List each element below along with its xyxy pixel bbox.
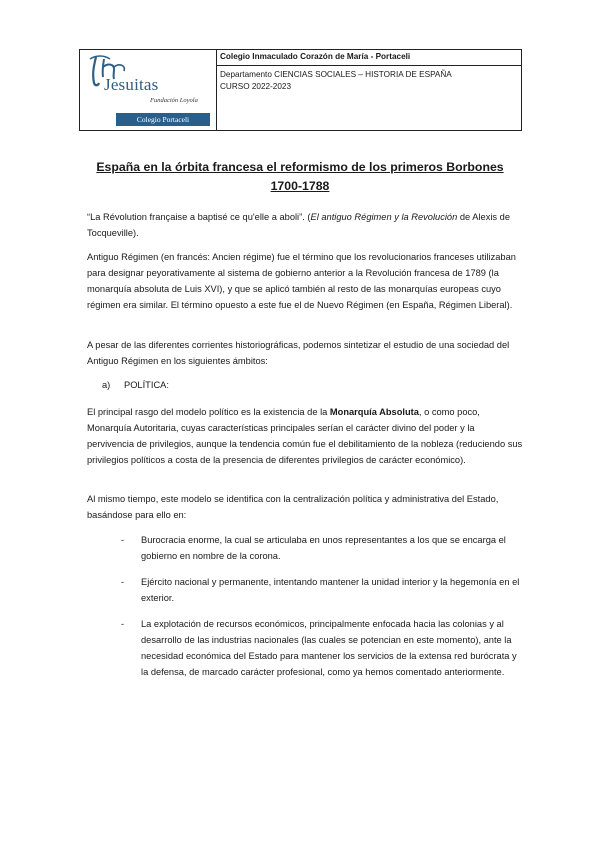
paragraph-monarquia [87, 404, 523, 468]
paragraph-centralizacion: Al mismo tiempo, este modelo se identifica con la centralización política y administrativa del Estado, basándose para ello en: [87, 494, 499, 520]
department-name: Departamento CIENCIAS SOCIALES – HISTORIA DE ESPAÑA [220, 70, 452, 79]
header-department-cell [216, 65, 521, 130]
quote-source-title: El antiguo Régimen y la Revolución [310, 212, 458, 222]
course-year: CURSO 2022-2023 [220, 82, 291, 91]
section-label: POLÍTICA: [124, 380, 169, 390]
section-heading-politica [102, 377, 169, 393]
list-dash: - [121, 577, 125, 587]
list-dash: - [121, 619, 125, 629]
list-dash: - [121, 535, 125, 545]
paragraph-ambitos: A pesar de las diferentes corrientes historiográficas, podemos sintetizar el estudio de una sociedad del Antiguo Régimen en los siguientes ámbitos: [87, 340, 510, 366]
quote-source-open: ( [304, 212, 311, 222]
epigraph-quote [87, 209, 523, 241]
p3-bold-term: Monarquía Absoluta [329, 407, 419, 417]
document-title-dates: 1700-1788 [270, 179, 330, 193]
p3-text-pre: El principal rasgo del modelo político es la existencia de la [87, 407, 330, 417]
logo-banner: Colegio Portaceli [116, 113, 210, 126]
list-item-text: Burocracia enorme, la cual se articulaba en unos representantes a los que se encarga el gobierno en nombre de la corona. [141, 535, 506, 561]
logo-fundacion: Fundación Loyola [150, 97, 198, 104]
header-table [79, 49, 522, 131]
p3-text-post: , o como poco, Monarquía Autoritaria, cuyas características principales serían el carácter divino del poder y la pervivencia de privilegios, aunque la tendencia común fue el debilitamiento de la nobleza (reduciendo sus privilegios políticos a costa de la presencia de diferentes privilegios de carácter económico). [87, 407, 523, 465]
logo-brand: Jesuitas [104, 75, 159, 94]
document-title: España en la órbita francesa el reformismo de los primeros Borbones [96, 160, 504, 174]
section-letter: a) [102, 380, 111, 390]
header-school-cell [216, 50, 521, 66]
paragraph-antiguo-regimen: Antiguo Régimen (en francés: Ancien régime) fue el término que los revolucionarios franceses utilizaban para designar peyorativamente al sistema de gobierno anterior a la Revolución francesa de 1789 (la monarquía absoluta de Luis XVI), y que se aplicó también al resto de las monarquías europeas cuyo régimen era similar. El término opuesto a este fue el de Nuevo Régimen (en España, Régimen Liberal). [87, 252, 516, 310]
quote-text: “La Révolution française a baptisé ce qu'elle a aboli”. [87, 212, 305, 222]
school-name: Colegio Inmaculado Corazón de María - Portaceli [220, 52, 411, 61]
school-logo [80, 50, 217, 130]
quote-source-author: de Alexis de Tocqueville). [87, 212, 510, 238]
list-item-text: La explotación de recursos económicos, principalmente enfocada hacia las colonias y al desarrollo de las industrias nacionales (las cuales se potencian en este momento), ante la necesidad económica del Estado para mantener los servicios de la extensa red burócrata y la defensa, de marcado carácter profesional, como ya hemos comentado anteriormente. [141, 619, 517, 677]
list-item-text: Ejército nacional y permanente, intentando mantener la unidad interior y la hegemonía en el exterior. [141, 577, 520, 603]
